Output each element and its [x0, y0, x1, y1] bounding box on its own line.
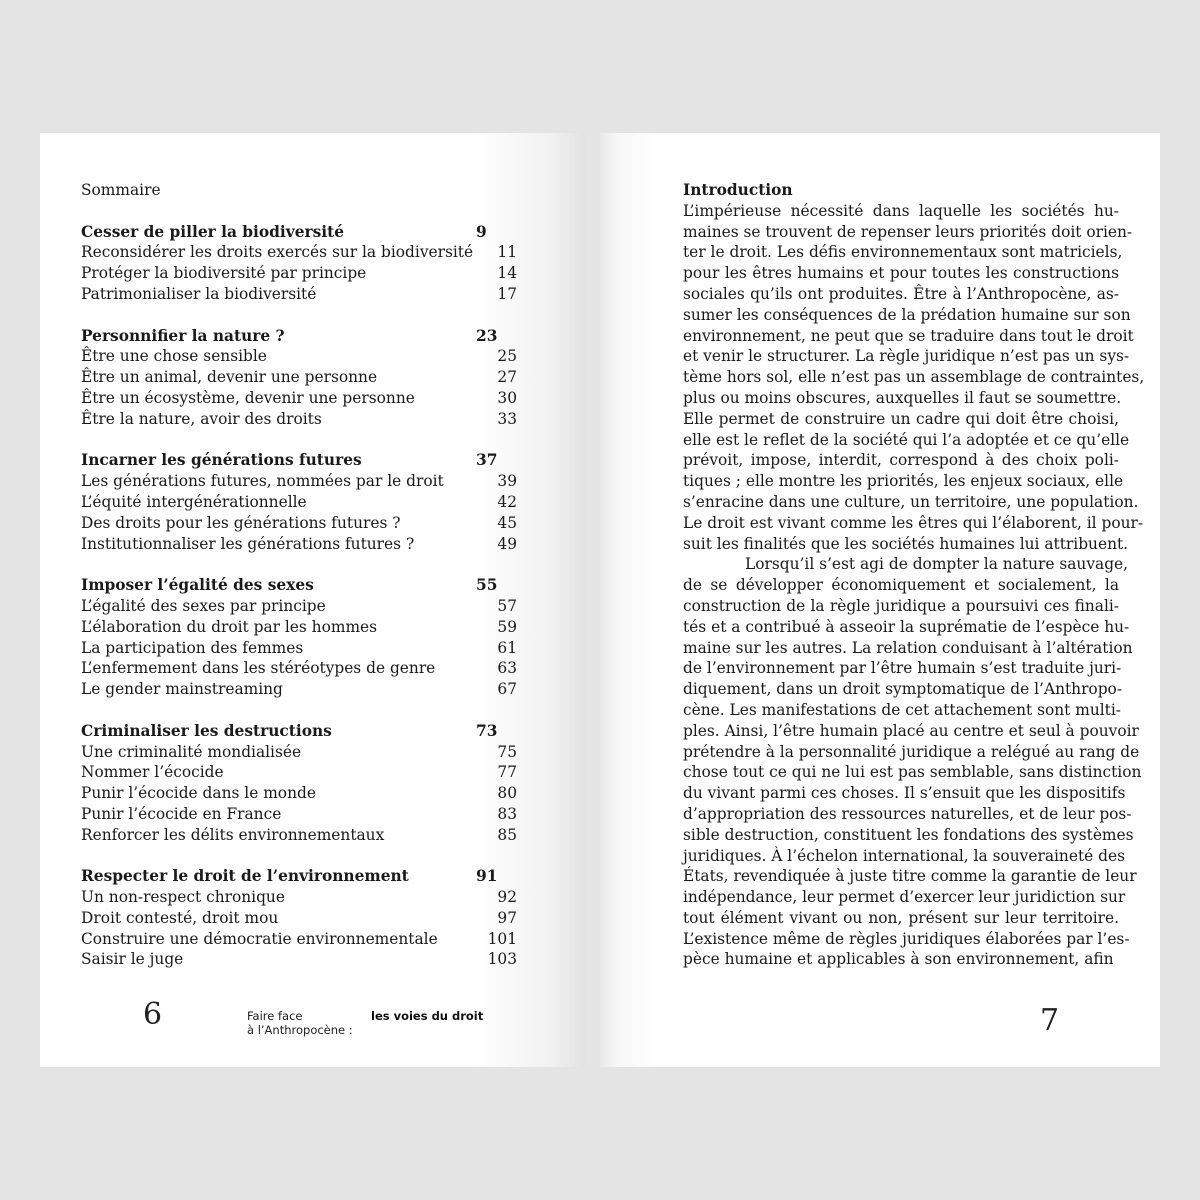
toc-section-row — [81, 326, 517, 347]
table-of-contents — [81, 180, 517, 991]
text-line: ples. Ainsi, l’être humain placé au centre et seul à pouvoir — [683, 721, 1139, 740]
toc-entry — [81, 284, 517, 305]
toc-entry-page: 80 — [497, 784, 517, 803]
toc-entry-page: 85 — [497, 825, 517, 844]
running-title-line-2: à l’Anthropocène : — [247, 1023, 353, 1037]
text-line: Lorsqu’il s’est agi de dompter la nature sauvage, — [745, 555, 1129, 574]
text-line: sumer les conséquences de la prédation humaine sur son — [683, 305, 1131, 324]
text-line: diquement, dans un droit symptomatique de l’Anthropo- — [683, 680, 1123, 699]
toc-entry-title: Un non-respect chronique — [81, 888, 285, 907]
toc-section-page: 9 — [476, 222, 487, 241]
toc-entry — [81, 471, 517, 492]
text-line: sociales qu’ils ont produites. Être à l’Anthropocène, as- — [683, 284, 1119, 303]
text-line: Le droit est vivant comme les êtres qui l’élaborent, il pour- — [683, 513, 1144, 532]
toc-heading: Sommaire — [81, 181, 161, 199]
toc-entry-title: Punir l’écocide dans le monde — [81, 784, 316, 803]
toc-entry-title: Des droits pour les générations futures ? — [81, 513, 401, 532]
page-number-left: 6 — [143, 997, 163, 1032]
toc-entry-title: Le gender mainstreaming — [81, 680, 283, 699]
introduction-heading: Introduction — [683, 181, 793, 199]
toc-section-row — [81, 575, 517, 596]
text-line: tiques ; elle montre les priorités, les enjeux sociaux, elle — [683, 472, 1124, 491]
text-line: environnement, ne peut que se traduire dans tout le droit — [683, 326, 1134, 345]
toc-entry-title: L’équité intergénérationnelle — [81, 492, 307, 511]
toc-entry — [81, 492, 517, 513]
toc-entry-page: 30 — [497, 388, 517, 407]
toc-entry-page: 101 — [487, 929, 517, 948]
toc-entry-page: 97 — [497, 908, 517, 927]
text-line: suit les finalités que les sociétés humaines lui attribuent. — [683, 534, 1129, 553]
toc-entry — [81, 638, 517, 659]
toc-entry-title: La participation des femmes — [81, 638, 304, 657]
toc-entry — [81, 263, 517, 284]
toc-entry — [81, 783, 517, 804]
text-line: prévoit, impose, interdit, correspond à des choix poli- — [683, 451, 1119, 470]
text-line: construction de la règle juridique a poursuivi ces finali- — [683, 596, 1119, 615]
text-line: L’impérieuse nécessité dans laquelle les sociétés hu- — [683, 201, 1119, 220]
toc-entry-page: 39 — [497, 472, 517, 491]
toc-entry-page: 42 — [497, 492, 517, 511]
page-number-right: 7 — [1040, 1003, 1060, 1038]
toc-entry-title: Saisir le juge — [81, 950, 184, 969]
toc-entry — [81, 908, 517, 929]
toc-entry-page: 14 — [497, 264, 517, 283]
toc-section — [81, 721, 517, 846]
toc-section-row — [81, 866, 517, 887]
toc-section — [81, 575, 517, 700]
toc-entry-page: 57 — [497, 596, 517, 615]
toc-entry — [81, 596, 517, 617]
toc-entry-title: Les générations futures, nommées par le droit — [81, 472, 444, 491]
toc-section-page: 73 — [476, 721, 498, 740]
toc-section-title: Criminaliser les destructions — [81, 721, 332, 740]
toc-section — [81, 450, 517, 554]
toc-entry — [81, 388, 517, 409]
toc-entry — [81, 949, 517, 970]
text-line: cène. Les manifestations de cet attachement sont multi- — [683, 700, 1121, 719]
toc-entry-page: 67 — [497, 680, 517, 699]
text-line: elle est le reflet de la société qui l’a adoptée et ce qu’elle — [683, 430, 1130, 449]
toc-section-page: 23 — [476, 326, 498, 345]
running-subtitle: les voies du droit — [371, 1009, 484, 1023]
text-line: indépendance, leur permet d’exercer leur juridiction sur — [683, 888, 1126, 907]
toc-section-page: 37 — [476, 451, 498, 470]
toc-entry-title: Construire une démocratie environnementale — [81, 929, 438, 948]
toc-entry-page: 77 — [497, 763, 517, 782]
toc-entry-title: L’élaboration du droit par les hommes — [81, 617, 378, 636]
toc-entry-page: 17 — [497, 284, 517, 303]
toc-entry-page: 92 — [497, 888, 517, 907]
right-page — [600, 133, 1160, 1067]
toc-entry-title: L’égalité des sexes par principe — [81, 596, 326, 615]
text-line: maine sur les autres. La relation conduisant à l’altération — [683, 638, 1133, 657]
toc-entry — [81, 242, 517, 263]
toc-entry-title: Punir l’écocide en France — [81, 804, 282, 823]
toc-entry-title: Renforcer les délits environnementaux — [81, 825, 385, 844]
toc-entry — [81, 804, 517, 825]
toc-entry-title: Une criminalité mondialisée — [81, 742, 302, 761]
toc-entry-page: 11 — [497, 243, 517, 262]
toc-section-title: Incarner les générations futures — [81, 451, 362, 470]
text-line: tés et a contribué à asseoir la suprématie de l’espèce hu- — [683, 617, 1130, 636]
toc-entry-title: Reconsidérer les droits exercés sur la biodiversité — [81, 243, 474, 262]
toc-section-title: Imposer l’égalité des sexes — [81, 576, 314, 595]
toc-entry-page: 49 — [497, 534, 517, 553]
text-line: tout élément vivant ou non, présent sur leur territoire. — [683, 908, 1119, 927]
toc-section-page: 55 — [476, 576, 498, 595]
toc-section-title: Cesser de piller la biodiversité — [81, 222, 345, 241]
left-page — [40, 133, 585, 1067]
toc-entry — [81, 825, 517, 846]
toc-section-page: 91 — [476, 867, 498, 886]
text-line: et venir le structurer. La règle juridique n’est pas un sys- — [683, 347, 1130, 366]
toc-entry-page: 83 — [497, 804, 517, 823]
text-line: pour les êtres humains et pour toutes les constructions — [683, 264, 1119, 283]
toc-entry-page: 33 — [497, 409, 517, 428]
text-line: de l’environnement par l’être humain s’est traduite juri- — [683, 659, 1122, 678]
toc-section — [81, 326, 517, 430]
introduction-text — [683, 180, 1145, 970]
toc-entry — [81, 346, 517, 367]
toc-section-row — [81, 450, 517, 471]
text-line: pèce humaine et applicables à son environnement, afin — [683, 950, 1114, 969]
toc-entry — [81, 658, 517, 679]
text-line: Elle permet de construire un cadre qui doit être choisi, — [683, 409, 1119, 428]
text-line: sible destruction, constituent les fondations des systèmes — [683, 825, 1134, 844]
text-line: L’existence même de règles juridiques élaborées par l’es- — [683, 929, 1130, 948]
text-line: États, revendiquée à juste titre comme la garantie de leur — [683, 867, 1137, 886]
toc-section-row — [81, 721, 517, 742]
toc-entry-title: L’enfermement dans les stéréotypes de genre — [81, 659, 436, 678]
toc-entry-page: 75 — [497, 742, 517, 761]
running-title-line-1: Faire face — [247, 1009, 303, 1023]
text-line: s’enracine dans une culture, un territoire, une population. — [683, 492, 1139, 511]
running-title — [247, 1009, 353, 1037]
toc-entry-page: 25 — [497, 347, 517, 366]
toc-entry-title: Nommer l’écocide — [81, 763, 224, 782]
toc-entry — [81, 679, 517, 700]
toc-section — [81, 866, 517, 970]
toc-entry-title: Être la nature, avoir des droits — [81, 409, 322, 428]
toc-entry-page: 63 — [497, 659, 517, 678]
toc-entry-page: 59 — [497, 617, 517, 636]
toc-entry-page: 45 — [497, 513, 517, 532]
toc-entry-title: Être un écosystème, devenir une personne — [81, 388, 415, 407]
toc-entry-title: Être un animal, devenir une personne — [81, 368, 378, 387]
toc-entry-page: 27 — [497, 368, 517, 387]
text-line: ter le droit. Les défis environnementaux sont matriciels, — [683, 243, 1123, 262]
toc-entry-title: Être une chose sensible — [81, 347, 267, 366]
toc-entry — [81, 367, 517, 388]
toc-entry-title: Patrimonialiser la biodiversité — [81, 284, 317, 303]
toc-section-title: Personnifier la nature ? — [81, 326, 285, 345]
text-line: plus ou moins obscures, auxquelles il faut se soumettre. — [683, 388, 1122, 407]
text-line: de se développer économiquement et socialement, la — [683, 576, 1119, 595]
toc-entry — [81, 887, 517, 908]
toc-section-title: Respecter le droit de l’environnement — [81, 867, 409, 886]
toc-section — [81, 222, 517, 305]
text-line: chose tout ce qui ne lui est pas semblable, sans distinction — [683, 763, 1142, 782]
text-line: d’appropriation des ressources naturelles, et de leur pos- — [683, 804, 1132, 823]
toc-section-row — [81, 222, 517, 243]
text-line: du vivant parmi ces choses. Il s’ensuit que les dispositifs — [683, 784, 1126, 803]
text-line: maines se trouvent de repenser leurs priorités doit orien- — [683, 222, 1133, 241]
text-line: prétendre à la personnalité juridique a relégué au rang de — [683, 742, 1140, 761]
toc-entry-title: Protéger la biodiversité par principe — [81, 264, 367, 283]
text-line: juridiques. À l’échelon international, la souveraineté des — [683, 846, 1125, 865]
toc-entry — [81, 617, 517, 638]
toc-entry-title: Institutionnaliser les générations futures ? — [81, 534, 415, 553]
toc-entry-title: Droit contesté, droit mou — [81, 908, 279, 927]
toc-entry — [81, 742, 517, 763]
toc-entry — [81, 534, 517, 555]
toc-entry — [81, 409, 517, 430]
toc-entry — [81, 762, 517, 783]
toc-entry-page: 61 — [497, 638, 517, 657]
toc-entry — [81, 513, 517, 534]
toc-entry-page: 103 — [487, 950, 517, 969]
toc-entry — [81, 929, 517, 950]
text-line: tème hors sol, elle n’est pas un assemblage de contraintes, — [683, 368, 1145, 387]
